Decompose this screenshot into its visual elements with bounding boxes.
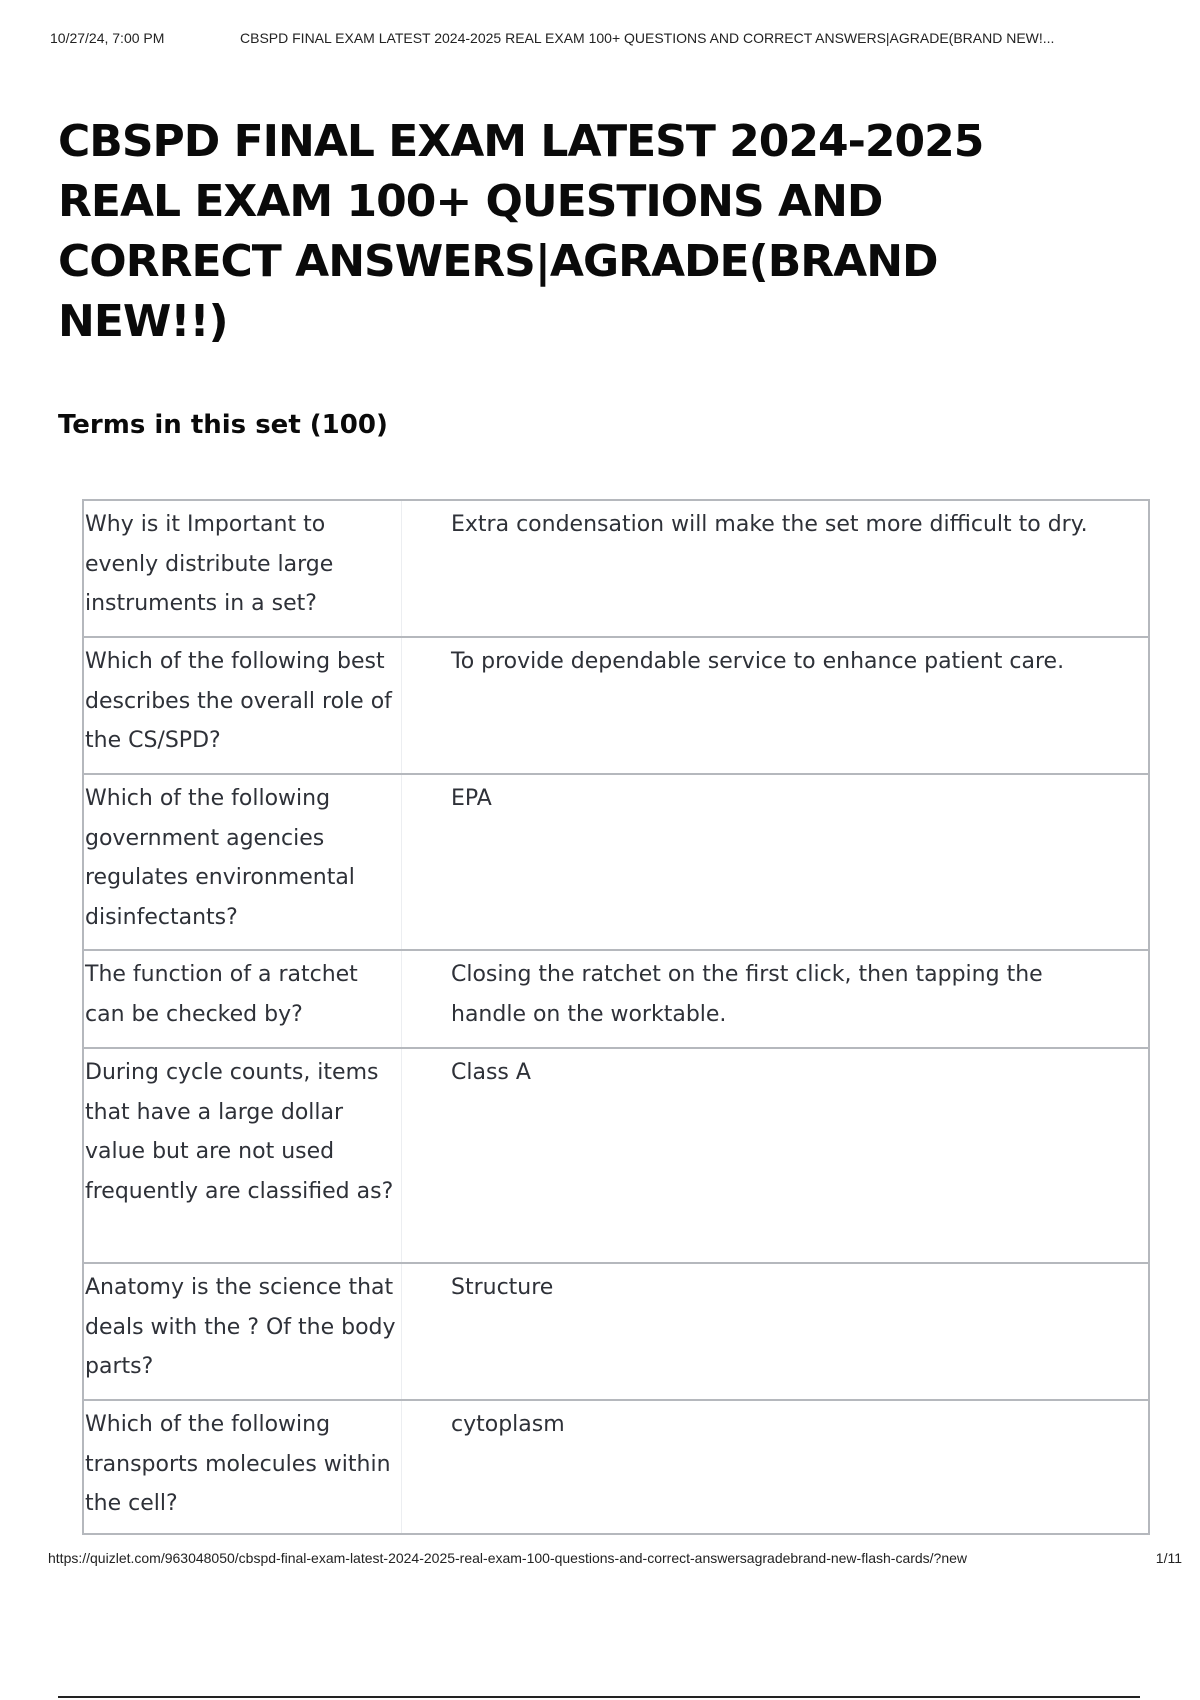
- card-term: During cycle counts, items that have a large dollar value but are not used frequently are classified as?: [84, 1049, 402, 1262]
- print-header: [50, 30, 1180, 50]
- flashcard-row: [84, 636, 1148, 773]
- flashcard-row: [84, 1047, 1148, 1262]
- card-definition: Closing the ratchet on the first click, then tapping the handle on the worktable.: [451, 962, 1043, 1027]
- card-term: Which of the following best describes the overall role of the CS/SPD?: [84, 638, 402, 773]
- flashcard-table: [82, 499, 1150, 1535]
- card-definition: Class A: [451, 1060, 531, 1085]
- flashcard-row: [84, 1262, 1148, 1399]
- source-url: https://quizlet.com/963048050/cbspd-final-exam-latest-2024-2025-real-exam-100-questions-and-correct-answersagradebrand-new-flash-cards/?new: [48, 1550, 968, 1566]
- card-definition: Extra condensation will make the set more difficult to dry.: [451, 512, 1088, 537]
- print-datetime: 10/27/24, 7:00 PM: [50, 30, 165, 46]
- flashcard-row: [84, 949, 1148, 1047]
- card-definition: To provide dependable service to enhance patient care.: [451, 649, 1065, 674]
- card-term: The function of a ratchet can be checked by?: [84, 951, 402, 1047]
- page-number: 1/11: [1155, 1550, 1182, 1566]
- print-doc-title: CBSPD FINAL EXAM LATEST 2024-2025 REAL EXAM 100+ QUESTIONS AND CORRECT ANSWERS|AGRADE(BRAND NEW!...: [240, 30, 1055, 46]
- card-term: Why is it Important to evenly distribute large instruments in a set?: [84, 501, 402, 636]
- flashcard-row: [84, 1399, 1148, 1533]
- terms-heading: Terms in this set (100): [58, 410, 388, 440]
- card-definition: Structure: [451, 1275, 554, 1300]
- card-definition: cytoplasm: [451, 1412, 565, 1437]
- card-definition: EPA: [451, 786, 492, 811]
- divider: [58, 1696, 1140, 1698]
- flashcard-row: [84, 501, 1148, 636]
- card-term: Which of the following transports molecules within the cell?: [84, 1401, 402, 1533]
- page-title: CBSPD FINAL EXAM LATEST 2024-2025 REAL EXAM 100+ QUESTIONS AND CORRECT ANSWERS|AGRADE(BRAND NEW!!): [58, 116, 984, 347]
- flashcard-row: [84, 773, 1148, 949]
- card-term: Anatomy is the science that deals with the ? Of the body parts?: [84, 1264, 402, 1399]
- card-term: Which of the following government agencies regulates environmental disinfectants?: [84, 775, 402, 949]
